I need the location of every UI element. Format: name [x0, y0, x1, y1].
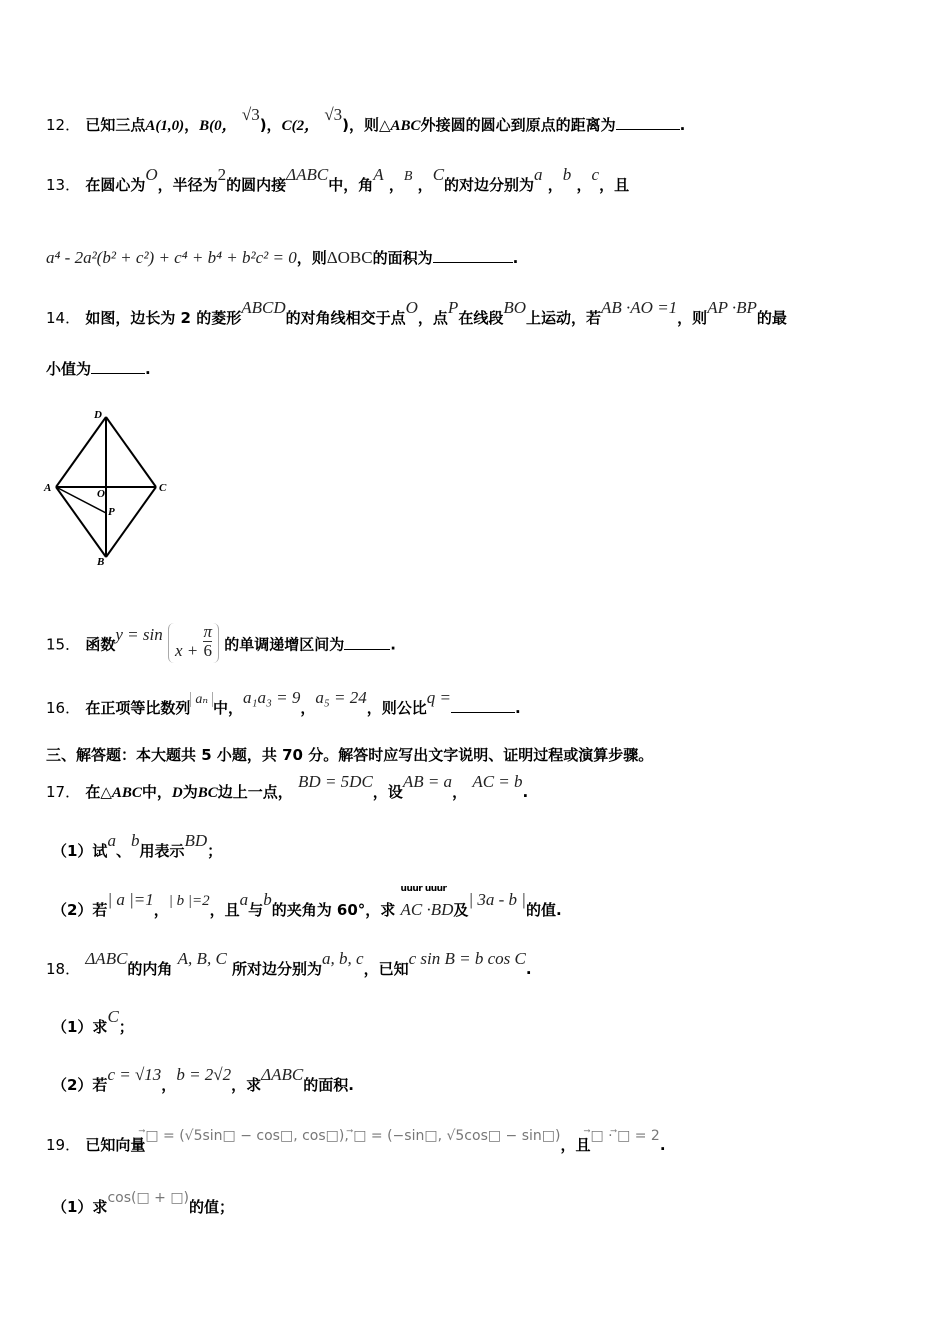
q19-text: ，且 — [560, 1136, 591, 1154]
q17-condition: BD = 5DC — [298, 772, 373, 791]
point-c: C(2， — [281, 118, 320, 134]
sequence-an: aₙ — [190, 692, 213, 707]
q14-text: 上运动，若 — [526, 309, 602, 327]
q14-line-2 — [46, 358, 151, 379]
q17-text: 为 — [182, 783, 198, 801]
q13-text: 的圆内接 — [226, 176, 287, 194]
rhombus-abcd: ABCD — [241, 298, 286, 317]
cos-expression: cos(□ + □) — [107, 1190, 190, 1206]
denominator-6: 6 — [203, 641, 212, 660]
q19-line — [46, 1128, 666, 1155]
q13-line-2 — [46, 247, 518, 268]
separator: )， — [259, 116, 282, 134]
q18-text: 的面积. — [303, 1076, 354, 1094]
q17-line — [46, 772, 529, 802]
separator: ， — [153, 901, 169, 919]
q19-text: 的值； — [189, 1198, 235, 1216]
side-b: b — [562, 165, 572, 184]
label-d: D — [94, 409, 102, 421]
q19-part1 — [52, 1190, 235, 1217]
edge-da — [56, 417, 106, 487]
part-label: （2）若 — [52, 901, 108, 919]
sides-abc: a, b, c — [322, 949, 364, 968]
angle-c: C — [107, 1007, 119, 1026]
q13-text: 中，角 — [328, 176, 374, 194]
q18-part2 — [52, 1065, 354, 1095]
q17-text: 边上一点， — [217, 783, 293, 801]
period: . — [512, 249, 519, 267]
period: . — [679, 116, 686, 134]
answer-blank[interactable] — [616, 129, 680, 130]
q19-text: 已知向量 — [85, 1136, 146, 1154]
norm-b: | b |=2 — [168, 893, 210, 909]
separator: ， — [184, 116, 200, 134]
q18-line — [46, 949, 532, 979]
answer-blank[interactable] — [344, 649, 390, 650]
triangle-abc: ΔABC — [85, 949, 128, 968]
vector-definitions: ⃗□ = (√5sin□ − cos□, cos□), ⃗□ = (−sin□, √5cos□ − sin□) — [145, 1128, 561, 1144]
triangle-abc: △ABC — [379, 118, 421, 134]
q18-condition: c sin B = b cos C — [408, 949, 526, 968]
edge-dc — [106, 417, 156, 487]
q12-text: 外接圆的圆心到原点的距离为 — [420, 116, 616, 134]
q18-text: ，求 — [231, 1076, 262, 1094]
q16-text: 在正项等比数列 — [85, 699, 191, 717]
angle-b: B — [403, 169, 413, 184]
math-o: O — [145, 165, 158, 184]
rhombus-figure — [40, 405, 180, 570]
question-number: 14． — [46, 309, 81, 327]
point-o: O — [405, 298, 418, 317]
period: . — [515, 699, 521, 717]
label-p: P — [108, 506, 115, 518]
q14-line — [46, 298, 787, 328]
function-y: y = sin — [115, 624, 163, 644]
q14-expression: AP ·BP — [707, 298, 757, 317]
sqrt3-expr: √3 — [241, 105, 260, 124]
vector-b: b — [130, 831, 140, 850]
question-number: 18． — [46, 960, 81, 978]
q17-text: 及 — [453, 901, 469, 919]
label-o: O — [97, 488, 105, 500]
dot-product: AC ·BD — [400, 900, 454, 919]
numerator-pi: π — [203, 622, 212, 641]
q15-line — [46, 622, 396, 665]
q17-text: ，设 — [372, 783, 403, 801]
q13-line: 13． 在圆心为O，半径为2的圆内接ΔABC中，角A ，B ，C的对边分别为a ，b ，c，且 — [46, 165, 630, 194]
q18-text: 所对边分别为 — [232, 960, 323, 978]
q17-part1 — [52, 831, 223, 861]
answer-blank[interactable] — [91, 373, 145, 374]
period: . — [522, 783, 529, 801]
q12-text: )，则 — [342, 116, 380, 134]
q13-equation: a⁴ - 2a²(b² + c²) + c⁴ + b⁴ + b²c² = 0 — [46, 248, 297, 267]
q13-text: 在圆心为 — [85, 176, 146, 194]
q13-text: ，且 — [599, 176, 630, 194]
condition-a1a3: a₁a₃ = 9 — [243, 688, 301, 707]
answer-blank[interactable] — [451, 712, 515, 713]
answer-blank[interactable] — [433, 262, 513, 263]
q12-text: 已知三点 — [85, 116, 146, 134]
part-label: （2）若 — [52, 1076, 108, 1094]
triangle-obc: ΔOBC — [326, 248, 373, 267]
q13-text: 的面积为 — [372, 249, 433, 267]
point-d: D — [171, 785, 183, 801]
q14-text: 在线段 — [458, 309, 504, 327]
vector-b: b — [263, 890, 272, 909]
side-c: c — [591, 165, 600, 184]
edge-cb — [106, 487, 156, 557]
fraction — [203, 623, 212, 660]
q17-text: 与 — [248, 901, 264, 919]
part-label: （1）求 — [52, 1198, 108, 1216]
q16-text: 中， — [213, 699, 244, 717]
separator: 、 — [115, 842, 131, 860]
q13-text: ，则 — [296, 249, 327, 267]
angles-abc: A, B, C — [177, 949, 227, 968]
label-c: C — [159, 482, 167, 494]
vector-arrows: uuur uuur — [400, 884, 447, 894]
ratio-q: q = — [426, 688, 451, 707]
label-b: B — [97, 556, 105, 568]
sqrt3-expr: √3 — [324, 105, 343, 124]
section-heading: 三、解答题：本大题共 5 小题，共 70 分。解答时应写出文字说明、证明过程或演算步骤。 — [46, 746, 654, 764]
condition-a5: a₅ = 24 — [315, 688, 367, 707]
part-label: （1）试 — [52, 842, 108, 860]
q17-text: 的夹角为 60°，求 — [271, 901, 396, 919]
side-b-value: b = 2√2 — [176, 1065, 232, 1084]
q17-text: 的值. — [525, 901, 562, 919]
norm-3a-b: | 3a - b | — [468, 890, 526, 909]
q18-text: ，已知 — [363, 960, 409, 978]
q16-text: ，则公比 — [366, 699, 427, 717]
triangle-abc: ΔABC — [286, 165, 329, 184]
q14-text: 的对角线相交于点 — [285, 309, 406, 327]
separator: ， — [300, 699, 316, 717]
q18-part1 — [52, 1007, 134, 1037]
q14-text: 小值为 — [46, 360, 92, 378]
separator: ， — [161, 1076, 177, 1094]
x-plus: x + — [174, 641, 199, 660]
q17-text: ，且 — [209, 901, 240, 919]
part-label: （1）求 — [52, 1018, 108, 1036]
q13-text: ，半径为 — [157, 176, 218, 194]
label-a: A — [44, 482, 52, 494]
point-p: P — [447, 298, 459, 317]
q15-text: 的单调递增区间为 — [224, 635, 345, 654]
angle-c: C — [432, 165, 445, 184]
norm-a: | a |=1 — [107, 890, 154, 909]
q17-text: 在 — [85, 783, 101, 801]
point-b: B(0， — [199, 118, 237, 134]
q16-line — [46, 688, 521, 718]
triangle-abc: ΔABC — [261, 1065, 304, 1084]
period: . — [525, 960, 532, 978]
vector-expr — [400, 884, 454, 920]
q14-text: ，则 — [677, 309, 708, 327]
q17-text: 用表示 — [139, 842, 185, 860]
segment-bo: BO — [503, 298, 526, 317]
dot-product-condition: ⃗□ · ⃗□ = 2 — [590, 1128, 660, 1144]
triangle-abc: △ABC — [100, 785, 142, 801]
angle-a: A — [373, 165, 384, 184]
vector-bd: BD — [184, 831, 208, 850]
q18-text: 的内角 — [127, 960, 173, 978]
q12-line — [46, 105, 686, 135]
paren-group — [168, 623, 219, 663]
period: . — [145, 360, 151, 378]
separator: ； — [118, 1018, 134, 1036]
question-number: 15． — [46, 635, 81, 654]
side-c-value: c = √13 — [107, 1065, 162, 1084]
separator: ， — [452, 783, 468, 801]
vector-ab: AB = a — [402, 772, 453, 791]
q13-text: 的对边分别为 — [444, 176, 535, 194]
q14-text: 如图，边长为 2 的菱形 — [85, 309, 242, 327]
vector-a: a — [107, 831, 116, 850]
separator: ； — [207, 842, 223, 860]
period: . — [390, 635, 396, 654]
q14-condition: AB ·AO =1 — [601, 298, 678, 317]
radius-value: 2 — [217, 165, 227, 184]
q17-text: 中， — [141, 783, 172, 801]
q14-text: 的最 — [756, 309, 787, 327]
vector-a: a — [239, 890, 249, 909]
period: . — [659, 1136, 666, 1154]
q15-text: 函数 — [85, 635, 116, 654]
question-number: 16． — [46, 699, 81, 717]
vector-ac: AC = b — [472, 772, 523, 791]
q17-part2 — [52, 884, 562, 920]
question-number: 13． — [46, 176, 81, 194]
side-a: a — [534, 165, 543, 184]
question-number: 17． — [46, 783, 81, 801]
side-bc: BC — [197, 785, 218, 801]
question-number: 12． — [46, 116, 81, 134]
point-a: A(1,0) — [145, 118, 185, 134]
q14-text: ，点 — [417, 309, 448, 327]
question-number: 19． — [46, 1136, 81, 1154]
